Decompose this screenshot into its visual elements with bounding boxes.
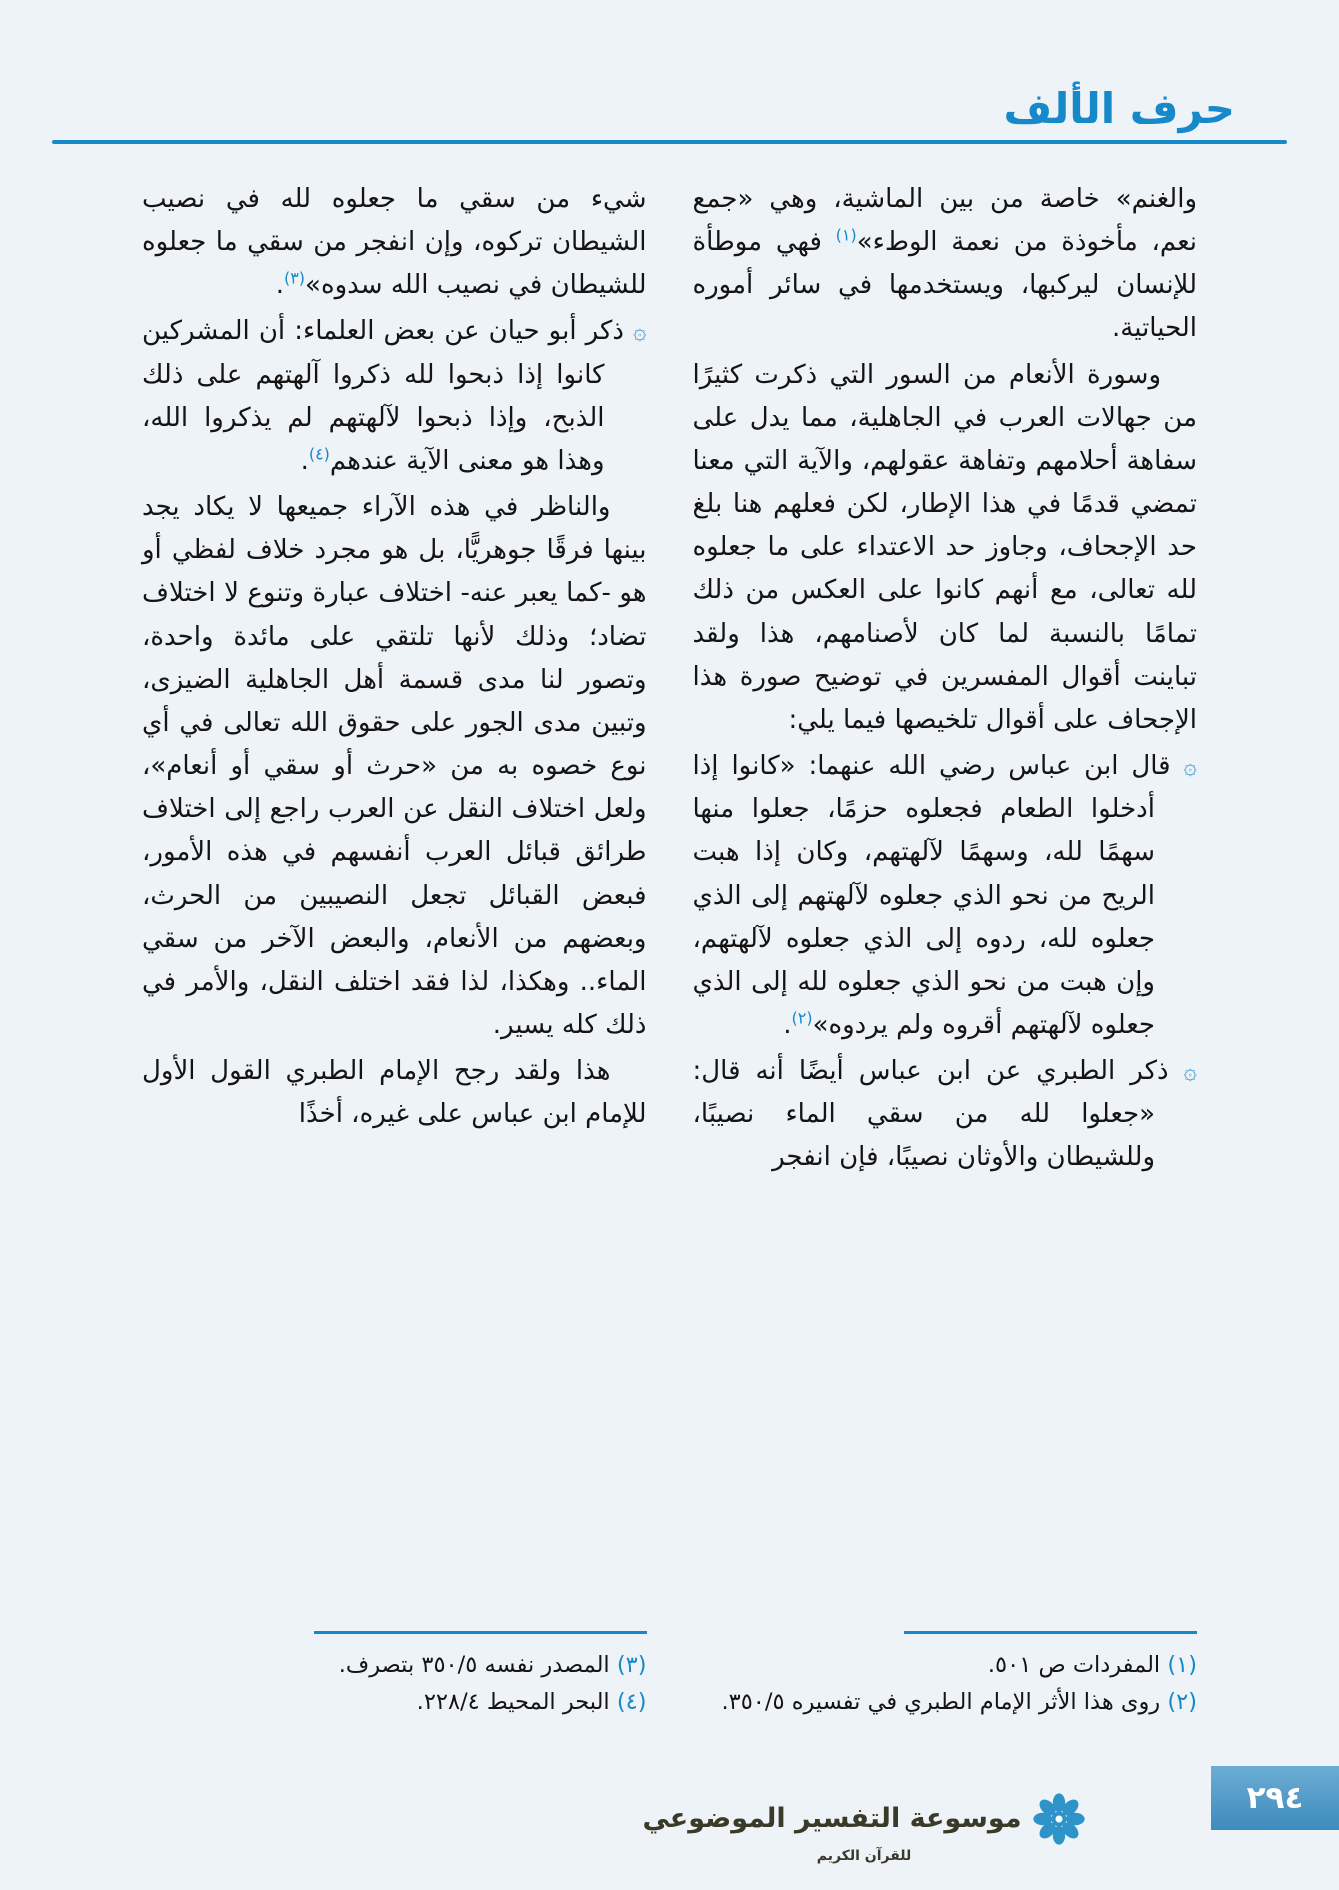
footnote: [142, 1648, 647, 1684]
paragraph: [693, 178, 1198, 351]
footnote-number: (٣): [616, 1651, 647, 1678]
footnote-number: (٢): [1167, 1689, 1197, 1716]
footnote-ref: (٢): [791, 1008, 813, 1028]
text-columns: [0, 144, 1339, 1723]
flower-bullet-icon: ۞: [1183, 1059, 1198, 1086]
paragraph-text: قال ابن عباس رضي الله عنهما: «كانوا إذا أدخلوا الطعام فجعلوه حزمًا، جعلوا منها سهمًا لله، وسهمًا لآلهتهم، وكان إذا هبت الريح من نحو الذي جعلوه لآلهتهم إلى الذي جعلوه لله، ردوه إلى الذي جعلوه لآلهتهم، وإن هبت من نحو الذي جعلوه لله إلى الذي جعلوه لآلهتهم أقروه ولم يردوه»: [692, 751, 1171, 1040]
footnotes-right: [693, 1613, 1198, 1723]
footnotes-left: [142, 1613, 647, 1723]
flower-bullet-icon: ۞: [1183, 754, 1198, 781]
flower-bullet-icon: ۞: [633, 319, 647, 346]
paragraph-text: ذكر أبو حيان عن بعض العلماء: أن المشركين كانوا إذا ذبحوا لله ذكروا آلهتهم على ذلك الذبح، وإذا ذبحوا لآلهتهم لم يذكروا الله، وهذا هو معنى الآية عندهم: [142, 316, 624, 476]
footnote: [142, 1685, 647, 1721]
footnote-ref: (٤): [308, 444, 330, 464]
logo-title: موسوعة التفسير الموضوعي: [642, 1802, 1022, 1834]
paragraph-text: .: [300, 445, 309, 476]
paragraph: [142, 310, 647, 483]
footnote-divider: [314, 1631, 647, 1634]
page-number-badge: [1211, 1766, 1339, 1830]
footnote-text: روى هذا الأثر الإمام الطبري في تفسيره ٣٥٠/٥.: [721, 1689, 1161, 1716]
footnote: [693, 1685, 1198, 1721]
page-number: ٢٩٤: [1246, 1780, 1304, 1816]
footnote-divider: [904, 1631, 1197, 1634]
footnote: [693, 1648, 1198, 1684]
column-left: [142, 178, 647, 1723]
footnote-ref: (١): [835, 225, 857, 245]
flower-icon: [1032, 1792, 1086, 1846]
logo-subtitle: للقرآن الكريم: [816, 1848, 912, 1864]
paragraph-text: ذكر الطبري عن ابن عباس أيضًا أنه قال: «جعلوا لله من سقي الماء نصيبًا، وللشيطان والأوثان نصيبًا، فإن انفجر: [692, 1056, 1169, 1173]
paragraph: وسورة الأنعام من السور التي ذكرت كثيرًا من جهالات العرب في الجاهلية، مما يدل على سفاهة أحلامهم وتفاهة عقولهم، والآية التي معنا تمضي قدمًا في هذا الإطار، لكن فعلهم هنا بلغ حد الإجحاف، وجاوز حد الاعتداء على ما جعلوه لله تعالى، مع أنهم كانوا على العكس من ذلك تمامًا بالنسبة لما كان لأصنامهم، هذا ولقد تباينت أقوال المفسرين في توضيح صورة هذا الإجحاف على أقوال تلخيصها فيما يلي:: [692, 359, 1197, 735]
paragraph: [693, 1050, 1198, 1179]
footnote-number: (١): [1167, 1651, 1197, 1678]
paragraph-text: .: [783, 1009, 792, 1040]
paragraph: [142, 178, 647, 307]
paragraph-text: والغنم» خاصة من بين الماشية، وهي «جمع نعم، مأخوذة من نعمة الوطء»: [692, 184, 1197, 258]
footnote-text: البحر المحيط ٢٢٨/٤.: [416, 1689, 610, 1716]
column-right: [693, 178, 1198, 1723]
publisher-logo: [642, 1792, 1022, 1864]
footnote-text: المصدر نفسه ٣٥٠/٥ بتصرف.: [338, 1651, 610, 1678]
paragraph-text: .: [275, 270, 284, 301]
chapter-heading: حرف الألف: [1003, 84, 1235, 133]
footnote-number: (٤): [616, 1689, 647, 1716]
footnote-text: المفردات ص ٥٠١.: [987, 1651, 1161, 1678]
paragraph-text: شيء من سقي ما جعلوه لله في نصيب الشيطان تركوه، وإن انفجر من سقي ما جعلوه للشيطان في نصيب الله سدوه»: [142, 184, 647, 301]
publisher-logo-row: [642, 1792, 1022, 1846]
paragraph: هذا ولقد رجح الإمام الطبري القول الأول للإمام ابن عباس على غيره، أخذًا: [142, 1056, 647, 1130]
page-header: [0, 0, 1339, 144]
paragraph-text: فهي موطأة للإنسان ليركبها، ويستخدمها في سائر أموره الحياتية.: [692, 227, 1197, 344]
paragraph: والناظر في هذه الآراء جميعها لا يكاد يجد بينها فرقًا جوهريًّا، بل هو مجرد خلاف لفظي أو هو -كما يعبر عنه- اختلاف عبارة وتنوع لا اختلاف تضاد؛ وذلك لأنها تلتقي على مائدة واحدة، وتصور لنا مدى قسمة أهل الجاهلية الضيزى، وتبين مدى الجور على حقوق الله تعالى في أي نوع خصوه به من «حرث أو سقي أو أنعام»، ولعل اختلاف النقل عن العرب راجع إلى اختلاف طرائق قبائل العرب أنفسهم في هذه الأمور، فبعض القبائل تجعل النصيبين من الحرث، وبعضهم من الأنعام، والبعض الآخر من سقي الماء.. وهكذا، لذا فقد اختلف النقل، والأمر في ذلك كله يسير.: [142, 492, 647, 1040]
footnote-ref: (٣): [283, 268, 306, 288]
paragraph: [693, 745, 1198, 1047]
